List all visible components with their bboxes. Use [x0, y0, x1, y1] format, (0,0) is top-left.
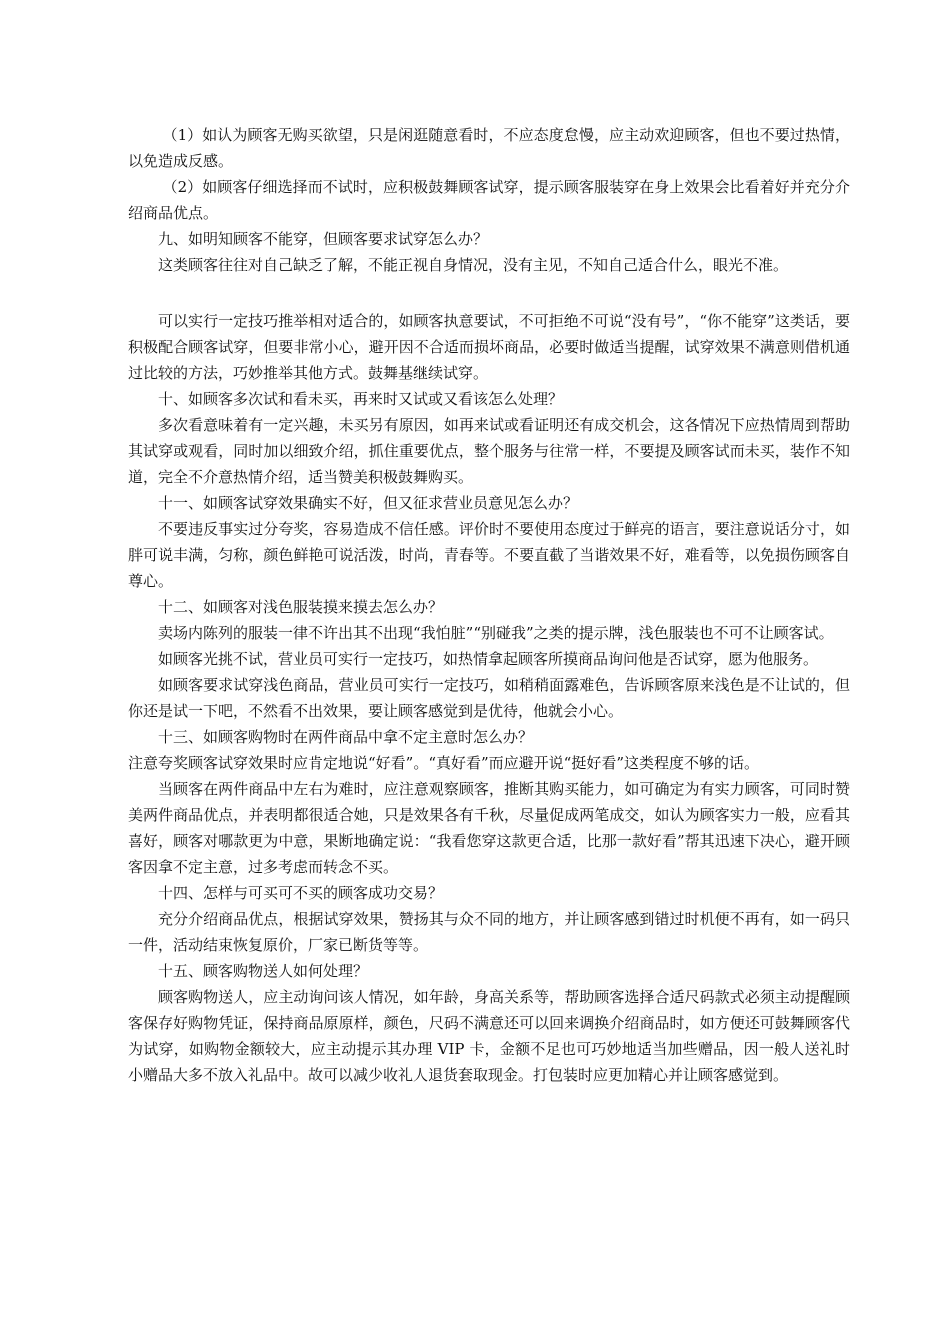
heading-section-15: 十五、顾客购物送人如何处理？ — [158, 962, 369, 980]
paragraph-item-1: （1）如认为顾客无购买欲望，只是闲逛随意看时，不应态度怠慢，应主动欢迎顾客，但也不要过热情，以免造成反感。 — [128, 126, 850, 170]
heading-section-13: 十三、如顾客购物时在两件商品中拿不定主意时怎么办？ — [158, 728, 534, 746]
paragraph-section-12-a: 卖场内陈列的服装一律不许出其不出现“我怕脏”“别碰我”之类的提示牌，浅色服装也不可不让顾客试。 — [158, 624, 834, 642]
paragraph-section-15: 顾客购物送人，应主动询问该人情况，如年龄，身高关系等，帮助顾客选择合适尺码款式必须主动提醒顾客保存好购物凭证，保持商品原原样，颜色，尺码不满意还可以回来调换介绍商品时，如方便还可鼓舞顾客代为试穿，如购物金额较大，应主动提示其办理 VIP 卡，金额不足也可巧妙地适当加些赠品，因一般人送礼时小赠品大多不放入礼品中。故可以减少收礼人退货套取现金。打包装时应更加精心并让顾客感觉到。 — [128, 988, 850, 1084]
blank-spacer — [128, 278, 850, 308]
paragraph-section-9-intro: 这类顾客往往对自己缺乏了解，不能正视自身情况，没有主见，不知自己适合什么，眼光不准。 — [158, 256, 789, 274]
paragraph-item-2: （2）如顾客仔细选择而不试时，应积极鼓舞顾客试穿，提示顾客服装穿在身上效果会比看着好并充分介绍商品优点。 — [128, 178, 850, 222]
paragraph-section-14: 充分介绍商品优点，根据试穿效果，赞扬其与众不同的地方，并让顾客感到错过时机便不再有，如一码只一件，活动结束恢复原价，厂家已断货等等。 — [128, 910, 850, 954]
document-body — [128, 122, 850, 1088]
paragraph-section-11: 不要违反事实过分夸奖，容易造成不信任感。评价时不要使用态度过于鲜亮的语言，要注意说话分寸，如胖可说丰满，匀称，颜色鲜艳可说活泼，时尚，青春等。不要直截了当谐效果不好，难看等，以免损伤顾客自尊心。 — [128, 520, 850, 590]
paragraph-section-13-note: 注意夸奖顾客试穿效果时应肯定地说“好看”。“真好看”而应避开说“挺好看”这类程度不够的话。 — [128, 754, 760, 772]
heading-section-11: 十一、如顾客试穿效果确实不好，但又征求营业员意见怎么办？ — [158, 494, 579, 512]
paragraph-section-13: 当顾客在两件商品中左右为难时，应注意观察顾客，推断其购买能力，如可确定为有实力顾客，可同时赞美两件商品优点，并表明都很适合她，只是效果各有千秋，尽量促成两笔成交，如认为顾客实力一般，应看其喜好，顾客对哪款更为中意，果断地确定说：“我看您穿这款更合适，比那一款好看”帮其迅速下决心，避开顾客因拿不定主意，过多考虑而转念不买。 — [128, 780, 850, 876]
heading-section-12: 十二、如顾客对浅色服装摸来摸去怎么办？ — [158, 598, 444, 616]
paragraph-section-9-advice: 可以实行一定技巧推举相对适合的，如顾客执意要试，不可拒绝不可说“没有号”，“你不能穿”这类话，要积极配合顾客试穿，但要非常小心，避开因不合适而损坏商品，必要时做适当提醒，试穿效果不满意则借机通过比较的方法，巧妙推举其他方式。鼓舞基继续试穿。 — [128, 312, 850, 382]
heading-section-10: 十、如顾客多次试和看未买，再来时又试或又看该怎么处理？ — [158, 390, 564, 408]
paragraph-section-12-c: 如顾客要求试穿浅色商品，营业员可实行一定技巧，如稍稍面露难色，告诉顾客原来浅色是不让试的，但你还是试一下吧，不然看不出效果，要让顾客感觉到是优待，他就会小心。 — [128, 676, 850, 720]
heading-section-14: 十四、怎样与可买可不买的顾客成功交易？ — [158, 884, 444, 902]
paragraph-section-10: 多次看意味着有一定兴趣，未买另有原因，如再来试或看证明还有成交机会，这各情况下应热情周到帮助其试穿或观看，同时加以细致介绍，抓住重要优点，整个服务与往常一样，不要提及顾客试而未买，装作不知道，完全不介意热情介绍，适当赞美积极鼓舞购买。 — [128, 416, 850, 486]
heading-section-9: 九、如明知顾客不能穿，但顾客要求试穿怎么办？ — [158, 230, 489, 248]
paragraph-section-12-b: 如顾客光挑不试，营业员可实行一定技巧，如热情拿起顾客所摸商品询问他是否试穿，愿为他服务。 — [158, 650, 819, 668]
